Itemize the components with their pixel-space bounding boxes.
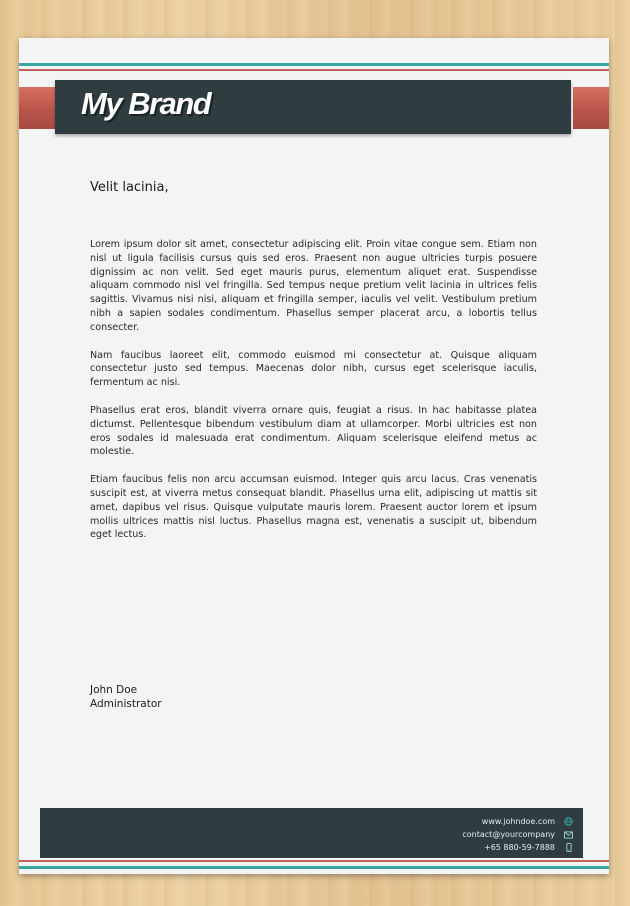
contact-email-row [462, 828, 573, 841]
letter-body [90, 238, 537, 556]
bottom-red-stripe [19, 860, 609, 862]
footer-bar [40, 808, 583, 858]
envelope-icon [564, 830, 573, 839]
contact-info [462, 815, 573, 854]
contact-website-row [462, 815, 573, 828]
mobile-phone-icon [564, 843, 573, 852]
letterhead-page [19, 38, 609, 874]
phone-text: +65 880-59-7888 [483, 843, 555, 852]
salutation: Velit lacinia, [90, 180, 169, 195]
top-red-stripe [19, 69, 609, 71]
signature-name: John Doe [90, 684, 138, 696]
right-ribbon [573, 87, 609, 129]
contact-phone-row [462, 841, 573, 854]
left-ribbon [19, 87, 55, 129]
paragraph: Lorem ipsum dolor sit amet, consectetur adipiscing elit. Proin vitae congue sem. Etiam non nisl ut ligula facilisis cursus quis sed eros. Praesent non augue ultricies turpis posuere dignissim ac non velit. Sed eget mauris purus, elementum aliquet erat. Suspendisse aliquam commodo nisl vel fringilla. Sed tempus neque pretium velit lacinia in ultrices felis sagittis. Vivamus nisi nisi, aliquam et fringilla semper, iaculis vel velit. Vestibulum pretium nibh a sapien sodales condimentum. Phasellus semper placerat arcu, a lobortis tellus consecter. [90, 239, 537, 333]
website-text[interactable]: www.johndoe.com [481, 817, 555, 826]
bottom-teal-stripe [19, 866, 609, 869]
globe-icon [564, 817, 573, 826]
paragraph: Etiam faucibus felis non arcu accumsan euismod. Integer quis arcu lacus. Cras venenatis suscipit est, at viverra metus consequat blandit. Phasellus urna elit, adipiscing ut mattis sit amet, dapibus vel risus. Quisque vulputate mauris lorem. Praesent auctor lorem et ipsum mollis ultrices mattis nisl luctus. Phasellus magna est, venenatis a suscipit ut, bibendum eget lectus. [90, 474, 537, 541]
signature-title: Administrator [90, 698, 162, 710]
paragraph: Nam faucibus laoreet elit, commodo euismod mi consectetur at. Quisque aliquam consectetur justo sed tempus. Maecenas dolor nibh, cursus eget scelerisque iaculis, fermentum ac nisi. [90, 349, 537, 389]
paragraph: Phasellus erat eros, blandit viverra ornare quis, feugiat a risus. In hac habitasse platea dictumst. Pellentesque bibendum vestibulum diam at ullamcorper. Morbi ultricies est non eros sodales id malesuada erat condimentum. Aliquam scelerisque eleifend metus ac molestie. [90, 404, 537, 458]
brand-logo: My Brand [81, 86, 211, 121]
header-bar [55, 80, 571, 134]
top-teal-stripe [19, 63, 609, 66]
email-text[interactable]: contact@yourcompany [462, 830, 555, 839]
signature-block [90, 683, 162, 711]
